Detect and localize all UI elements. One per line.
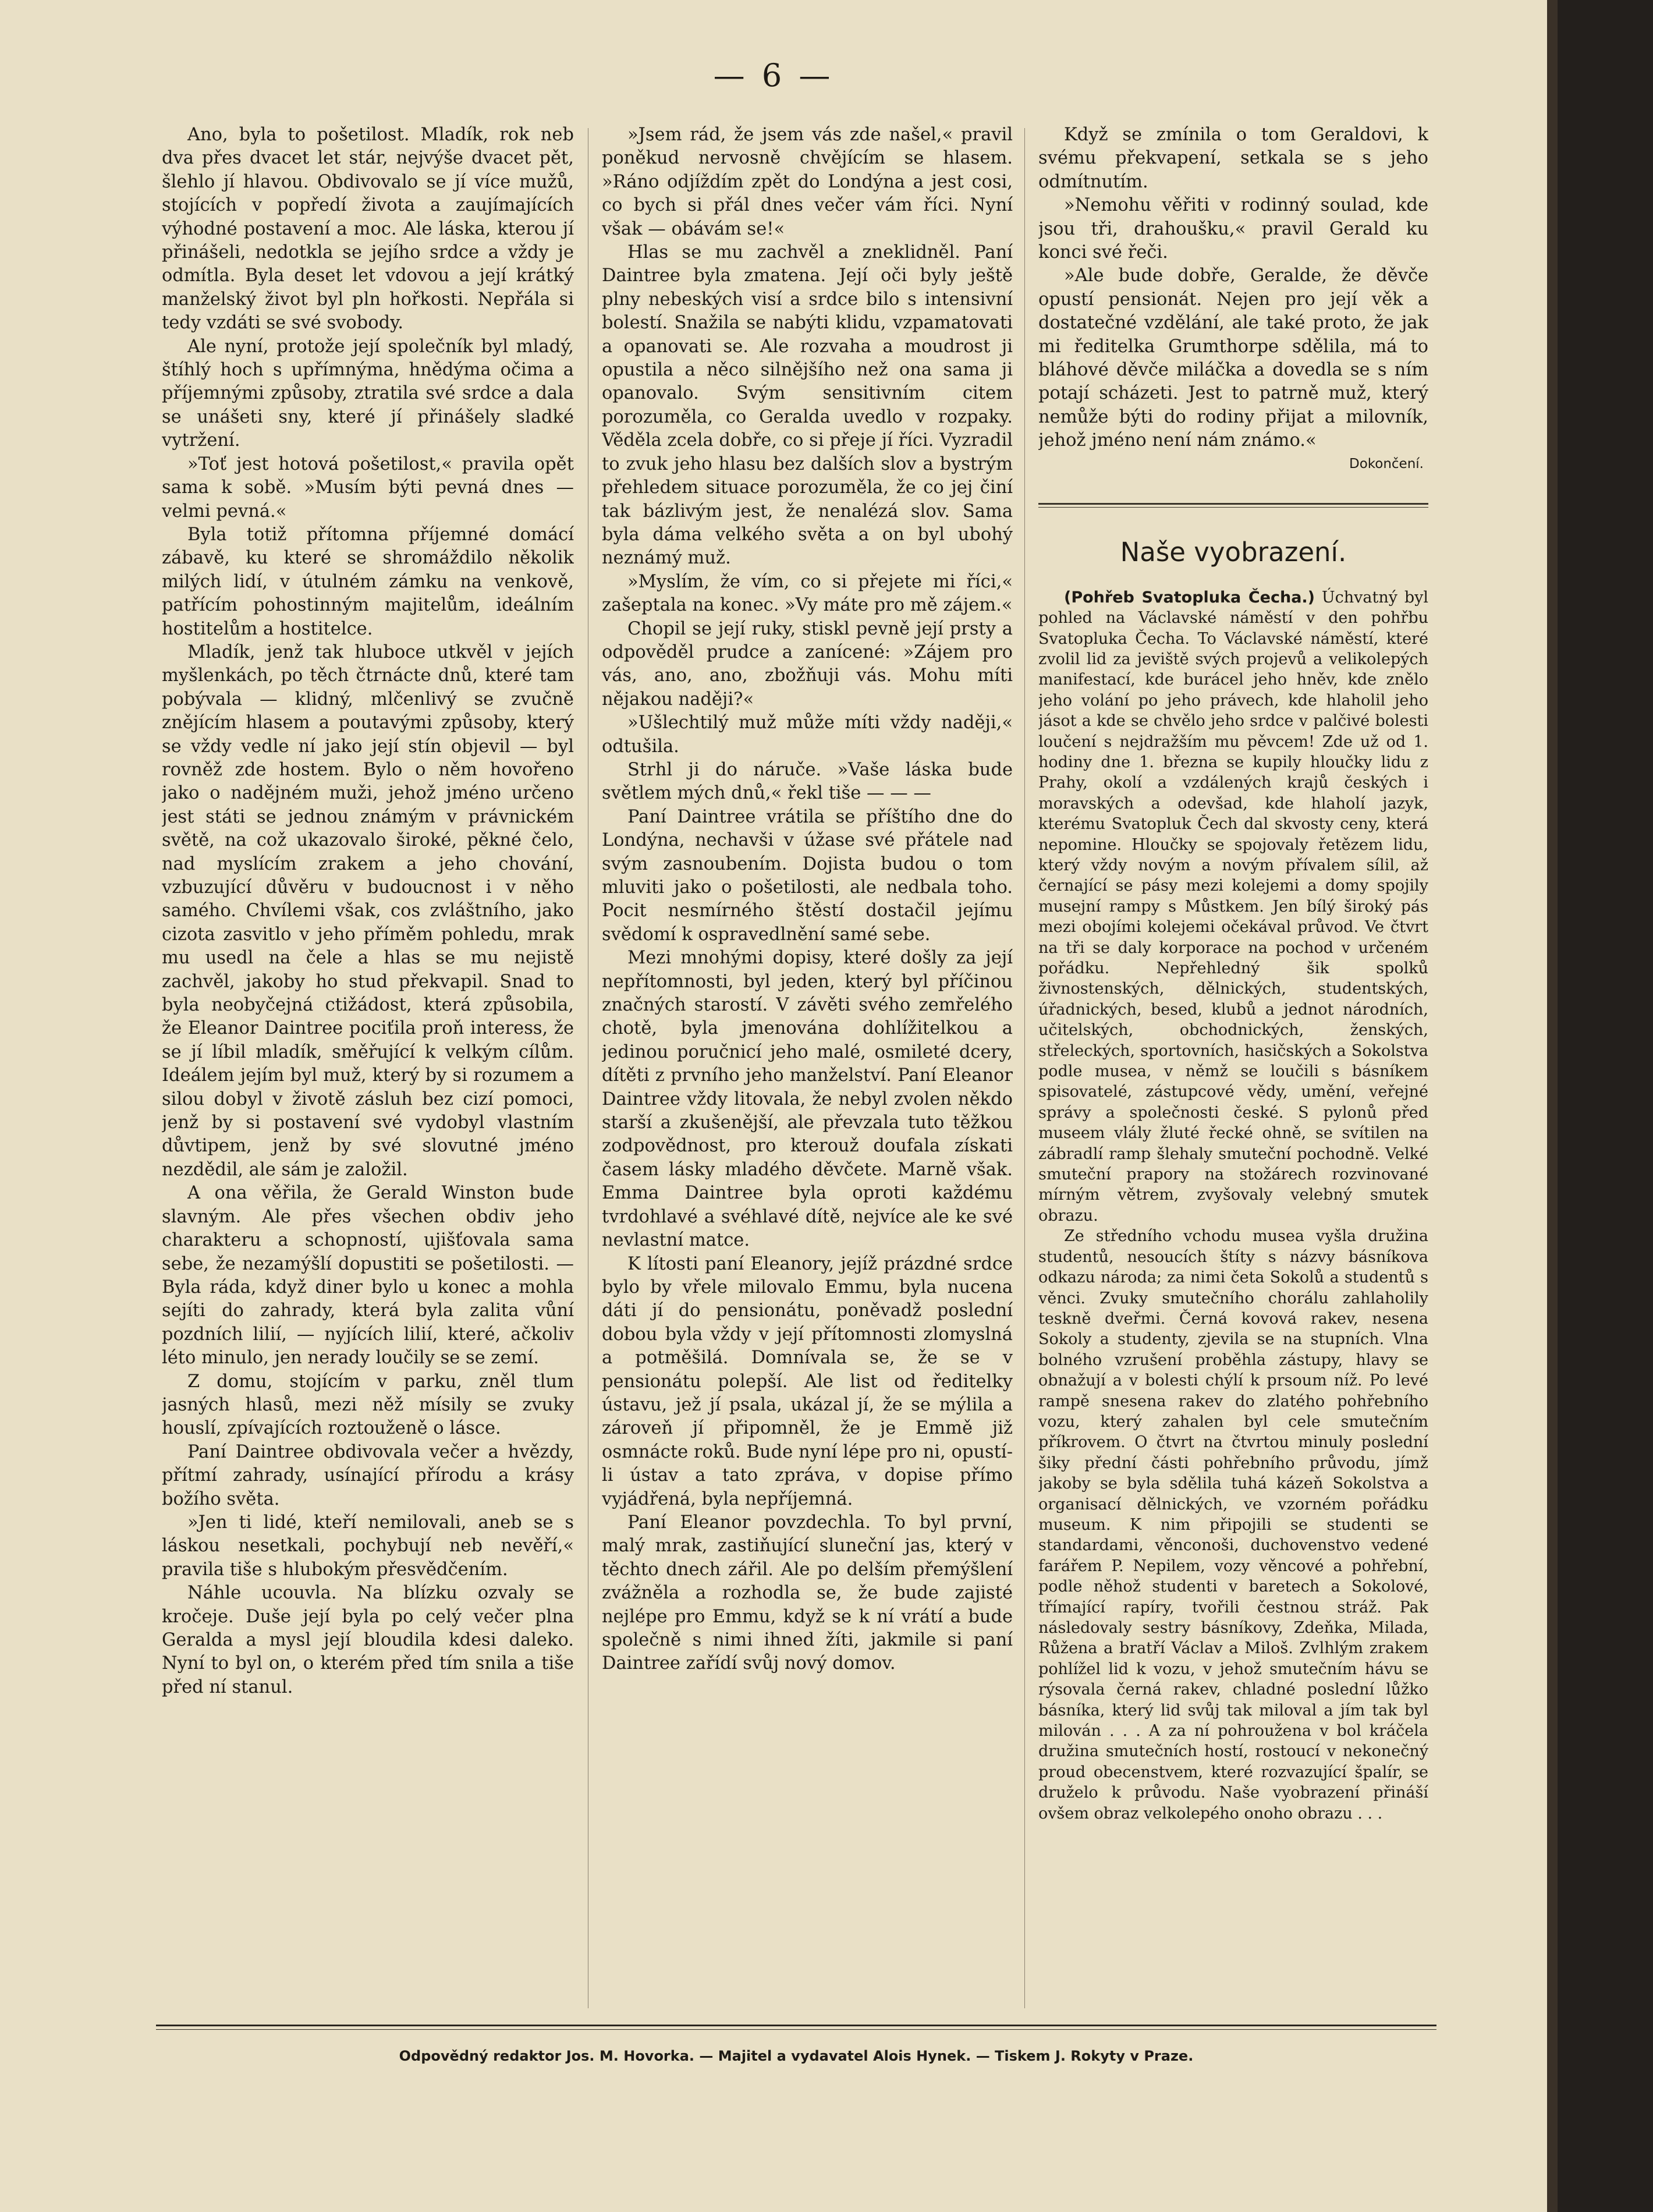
page-number: — 6 — <box>713 57 834 94</box>
paragraph: »Ušlechtilý muž může míti vždy naději,« odtušila. <box>602 712 1013 757</box>
column-left <box>162 123 574 2015</box>
paragraph: »Jsem rád, že jsem vás zde našel,« pravil poněkud nervosně chvějícím se hlasem. »Ráno odjíždím zpět do Londýna a jest cosi, co bych si přál dnes večer vám říci. Nyní však — obávám se!« <box>602 125 1013 239</box>
paragraph: K lítosti paní Eleanory, jejíž prázdné srdce bylo by vřele milovalo Emmu, byla nucena dáti jí do pensionátu, poněvadž poslední dobou byla vždy v její přítomnosti zlomyslná a potměšilá. Domnívala se, že se v pensionátu polepší. Ale list od ředitelky ústavu, jež jí psala, ukázal jí, že se mýlila a zároveň jí připomněl, že je Emmě již osmnácte roků. Bude nyní lépe pro ni, opustí-li ústav a tato zpráva, v dopise přímo vyjádřená, byla nepříjemná. <box>602 1253 1013 1509</box>
column-right <box>1038 123 1428 2015</box>
section-text: Úchvatný byl pohled na Václavské náměstí v den pohřbu Svatopluka Čecha. To Václavské náměstí, které zvolil lid za jeviště svých projevů a velikolepých manifestací, kde burácel jeho hněv, kde znělo jeho volání po jeho právech, kde hlaholil jeho jásot a kde se chvělo jeho srdce v palčivé bolesti loučení s nejdražším mu pěvcem! Zde už od 1. hodiny dne 1. března se kupily hloučky lidu z Prahy, okolí a vzdálených krajů českých i moravských a odevšad, kde hlaholí jazyk, kterému Svatopluk Čech dal skvosty ceny, která nepomine. Hloučky se spojovaly řetězem lidu, který vždy novým a novým přívalem sílil, až černající se pásy mezi kolejemi a domy spojily musejní rampy s Můstkem. Jen bílý široký pás mezi obojími kolejemi očekával průvod. Ve čtvrt na tři se daly korporace na pochod v určeném pořádku. Nepřehledný šik spolků živnostenských, dělnických, studentských, úřadnických, besed, klubů a jednot národních, učitelských, obchodnických, ženských, střeleckých, sportovních, hasičských a Sokolstva podle musea, v němž se loučili s básníkem spisovatelé, zástupcové vědy, umění, veřejné správy a společnosti české. S pylonů před museem vlály žluté řecké ohně, se svítilen na zábradlí ramp šlehaly smuteční pochodně. Velké smuteční prapory na stožárech rozvinované mírným větrem, zvyšovaly velebný smutek obrazu. <box>1038 588 1428 1225</box>
section-paragraph: Ze středního vchodu musea vyšla družina studentů, nesoucích štíty s názvy básníkova odkazu národa; za nimi četa Sokolů a studentů s věnci. Zvuky smutečního chorálu zahlaholily teskně dveřmi. Černá kovová rakev, nesena Sokoly a studenty, zjevila se na stupních. Vlna bolného vzrušení proběhla zástupy, hlavy se obnažují a v bolesti chýlí k prsoum níž. Po levé rampě snesena rakev do zlatého pohřebního vozu, který zahalen byl cele smutečním příkrovem. O čtvrt na čtvrtou minuly poslední šiky přední části pohřebního průvodu, jímž jakoby se byla sdělila tuhá kázeň Sokolstva a organisací dělnických, ve vzorném pořádku museum. K nim připojili se studenti se standardami, věnconoši, duchovenstvo vedené farářem P. Nepilem, vozy věncové a pohřební, podle něhož studenti v baretech a Sokolové, třímající rapíry, tvořili čestnou stráž. Pak následovaly sestry básníkovy, Zdeňka, Milada, Růžena a bratří Václav a Miloš. Zvlhlým zrakem pohlížel lid k vozu, v jehož smutečním hávu se rýsovala černá rakev, chladné poslední lůžko básníka, který lid svůj tak miloval a jím tak byl milován . . . A za ní pohroužena v bol kráčela družina smutečních hostí, rostoucí v nekonečný proud obecenstvem, které rozvazující špalír, se druželo k průvodu. Naše vyobrazení přináší ovšem obraz velkolepého onoho obrazu . . . <box>1038 1227 1428 1823</box>
paragraph: Hlas se mu zachvěl a zneklidněl. Paní Daintree byla zmatena. Její oči byly ještě plny nebeských visí a srdce bilo s intensivní bolestí. Snažila se nabýti klidu, vzpamatovati a opanovati se. Ale rozvaha a moudrost ji opustila a něco silnějšího než ona sama ji opanovalo. Svým sensitivním citem porozuměla, co Geralda uvedlo v rozpaky. Věděla zcela dobře, co si přeje jí říci. Vyzradil to zvuk jeho hlasu bez dalších slov a bystrým přehledem situace porozuměla, že co jej činí tak bázlivým jest, že nenalézá slov. Sama byla dáma velkého světa a on byl ubohý neznámý muž. <box>602 242 1013 569</box>
paragraph: »Toť jest hotová pošetilost,« pravila opět sama k sobě. »Musím býti pevná dnes — velmi pevná.« <box>162 453 574 522</box>
paragraph: Ale nyní, protože její společník byl mladý, štíhlý hoch s upřímnýma, hnědýma očima a příjemnými způsoby, ztratila své srdce a dala se unášeti sny, které jí přinášely sladké vytržení. <box>162 336 574 451</box>
column-divider <box>1024 128 1025 2008</box>
paragraph: Paní Eleanor povzdechla. To byl první, malý mrak, zastiňující sluneční jas, který v těchto dnech zářil. Ale po delším přemýšlení zvážněla a rozhodla se, že bude zajisté nejlépe pro Emmu, když se k ní vrátí a bude společně s nimi ihned žíti, jakmile si paní Daintree zařídí svůj nový domov. <box>602 1512 1013 1674</box>
paragraph: Paní Daintree vrátila se příštího dne do Londýna, nechavši v úžase své přátele nad svým zasnoubením. Dojista budou o tom mluviti jako o pošetilosti, ale nedbala toho. Pocit nesmírného štěstí dostačil jejímu svědomí k ospravedlnění samé sebe. <box>602 806 1013 945</box>
section-paragraph <box>1038 587 1428 1226</box>
column-middle <box>602 123 1013 2015</box>
paragraph: Z domu, stojícím v parku, zněl tlum jasných hlasů, mezi něž mísily se zvuky houslí, zpívajících roztouženě o lásce. <box>162 1371 574 1439</box>
paragraph: Byla totiž přítomna příjemné domácí zábavě, ku které se shromáždilo několik milých lidí, v útulném zámku na venkově, patřícím pohostinným majitelům, ideálním hostitelům a hostitelce. <box>162 524 574 639</box>
section-lead: (Pohřeb Svatopluka Čecha.) <box>1064 588 1315 607</box>
paragraph: »Myslím, že vím, co si přejete mi říci,« zašeptala na konec. »Vy máte pro mě zájem.« <box>602 571 1013 616</box>
paragraph: Náhle ucouvla. Na blízku ozvaly se kročeje. Duše její byla po celý večer plna Geralda a mysl její bloudila kdesi daleko. Nyní to byl on, o kterém před tím snila a tiše před ní stanul. <box>162 1583 574 1697</box>
paragraph: Chopil se její ruky, stiskl pevně její prsty a odpověděl prudce a zanícené: »Zájem pro vás, ano, ano, zbožňuji vás. Mohu míti nějakou naději?« <box>602 618 1013 710</box>
imprint-footer: Odpovědný redaktor Jos. M. Hovorka. — Majitel a vydavatel Alois Hynek. — Tiskem J. Rokyty v Praze. <box>399 2048 1194 2064</box>
paragraph: »Ale bude dobře, Geralde, že děvče opustí pensionát. Nejen pro její věk a dostatečné vzdělání, ale také proto, že jak mi ředitelka Grumthorpe sdělila, má to bláhové děvče miláčka a dovedla se s ním potají scházeti. Jest to patrně muž, který nemůže býti do rodiny přijat a milovník, jehož jméno není nám známo.« <box>1038 265 1428 451</box>
story-signoff: Dokončení. <box>1349 456 1424 472</box>
section-heading: Naše vyobrazení. <box>1120 536 1347 568</box>
paragraph: Mezi mnohými dopisy, které došly za její nepřítomnosti, byl jeden, který byl příčinou značných starostí. V závěti svého zemřelého chotě, byla jmenována dohlížitelkou a jedinou poručnicí jeho malé, osmileté dcery, dítěti z prvního jeho manželství. Paní Eleanor Daintree vždy litovala, že nebyl zvolen někdo starší a zkušenější, ale převzala tuto těžkou zodpovědnost, pro kterouž doufala získati časem lásky mladého děvčete. Marně však. Emma Daintree byla oproti každému tvrdohlavé a svéhlavé dítě, nejvíce ale ke své nevlastní matce. <box>602 948 1013 1251</box>
paragraph: Paní Daintree obdivovala večer a hvězdy, přítmí zahrady, usínající přírodu a krásy božího světa. <box>162 1441 574 1509</box>
paragraph: Když se zmínila o tom Geraldovi, k svému překvapení, setkala se s jeho odmítnutím. <box>1038 125 1428 192</box>
footer-rule <box>156 2025 1436 2030</box>
section-separator <box>1038 503 1428 508</box>
paragraph: A ona věřila, že Gerald Winston bude slavným. Ale přes všechen obdiv jeho charakteru a schopností, ujišťovala sama sebe, že nezamýšlí dopustiti se pošetilosti. — Byla ráda, když diner bylo u konec a mohla sejíti do zahrady, která byla zalita vůní pozdních lilií, — nyjících lilií, které, ačkoliv léto minulo, jen nerady loučily se se zemí. <box>162 1183 574 1369</box>
paragraph: Strhl ji do náruče. »Vaše láska bude světlem mých dnů,« řekl tiše — — — <box>602 759 1013 804</box>
paragraph: »Jen ti lidé, kteří nemilovali, aneb se s láskou nesetkali, pochybují neb nevěří,« pravila tiše s hlubokým přesvědčením. <box>162 1512 574 1580</box>
section-our-illustration <box>1038 537 1428 1824</box>
paragraph: »Nemohu věřiti v rodinný soulad, kde jsou tři, drahoušku,« pravil Gerald ku konci své řeči. <box>1038 195 1428 263</box>
book-cover-edge <box>1558 0 1653 2212</box>
paragraph: Mladík, jenž tak hluboce utkvěl v jejích myšlenkách, po těch čtrnácte dnů, které tam pobývala — klidný, mlčenlivý se zvučně znějícím hlasem a poutavými způsoby, který se vždy vedle ní jako její stín objevil — byl rovněž zde hostem. Bylo o něm hovořeno jako o nadějném muži, jehož jméno určeno jest státi se jednou známým v právnickém světě, na což ukazovalo široké, pěkné čelo, nad myslícím zrakem a jeho chování, vzbuzující důvěru v budoucnost i v něho samého. Chvílemi však, cos zvláštního, jako cizota zasvitlo v jeho příměm pohledu, mrak mu usedl na čele a hlas se mu nejistě zachvěl, jakoby ho stud překvapil. Snad to byla neobyčejná ctižádost, která způsobila, že Eleanor Daintree pociťila proň interess, že se jí líbil mladík, směřující k velkým cílům. Ideálem jejím byl muž, který by si rozumem a silou dobyl v životě zásluh bez cizí pomoci, jenž by si postavení své vydobyl vlastním důvtipem, jenž by své slovutné jméno nezdědil, ale sám je založil. <box>162 641 574 1180</box>
binding-edge <box>1547 0 1558 2212</box>
paragraph: Ano, byla to pošetilost. Mladík, rok neb dva přes dvacet let stár, nejvýše dvacet pět, šlehlo jí hlavou. Obdivovalo se jí více mužů, stojících v popředí života a zaujímajících výhodné postavení a moc. Ale láska, kterou jí přinášeli, nedotkla se jejího srdce a vždy je odmítla. Byla deset let vdovou a její krátký manželský život byl pln hořkosti. Nepřála si tedy vzdáti se své svobody. <box>162 125 574 334</box>
